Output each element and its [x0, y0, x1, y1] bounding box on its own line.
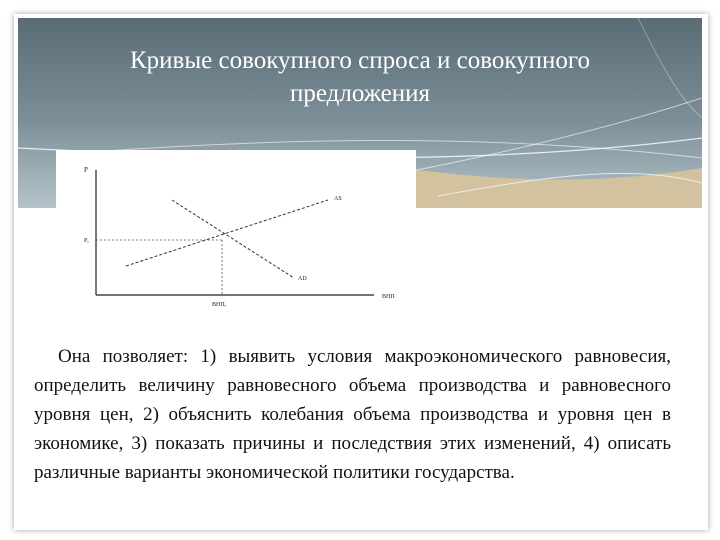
- slide-title-line1: Кривые совокупного спроса и совокупного: [129, 47, 591, 74]
- body-paragraph: Она позволяет: 1) выявить условия макроэкономического равновесия, определить величину равновесного объема производства и равновесного уровня цен, 2) объяснить колебания объема производства и уровня цен в экономике, 3) показать причины и последствия этих изменений, 4) описать различные варианты экономической политики государства.: [34, 346, 671, 483]
- chart-panel: [56, 150, 416, 310]
- y-axis-label: P: [84, 166, 88, 174]
- q-equilibrium-label: ВНПₑ: [212, 302, 227, 308]
- x-axis-label: ВНП: [382, 294, 395, 300]
- slide-title-line2: предложения: [289, 80, 430, 107]
- ad-curve: [172, 200, 294, 278]
- as-curve: [126, 200, 328, 266]
- ad-label: AD: [298, 276, 307, 282]
- p-equilibrium-label: Pₑ: [84, 238, 89, 244]
- slide-title: [18, 44, 702, 110]
- ad-as-chart: [56, 150, 416, 310]
- as-label: AS: [334, 196, 342, 202]
